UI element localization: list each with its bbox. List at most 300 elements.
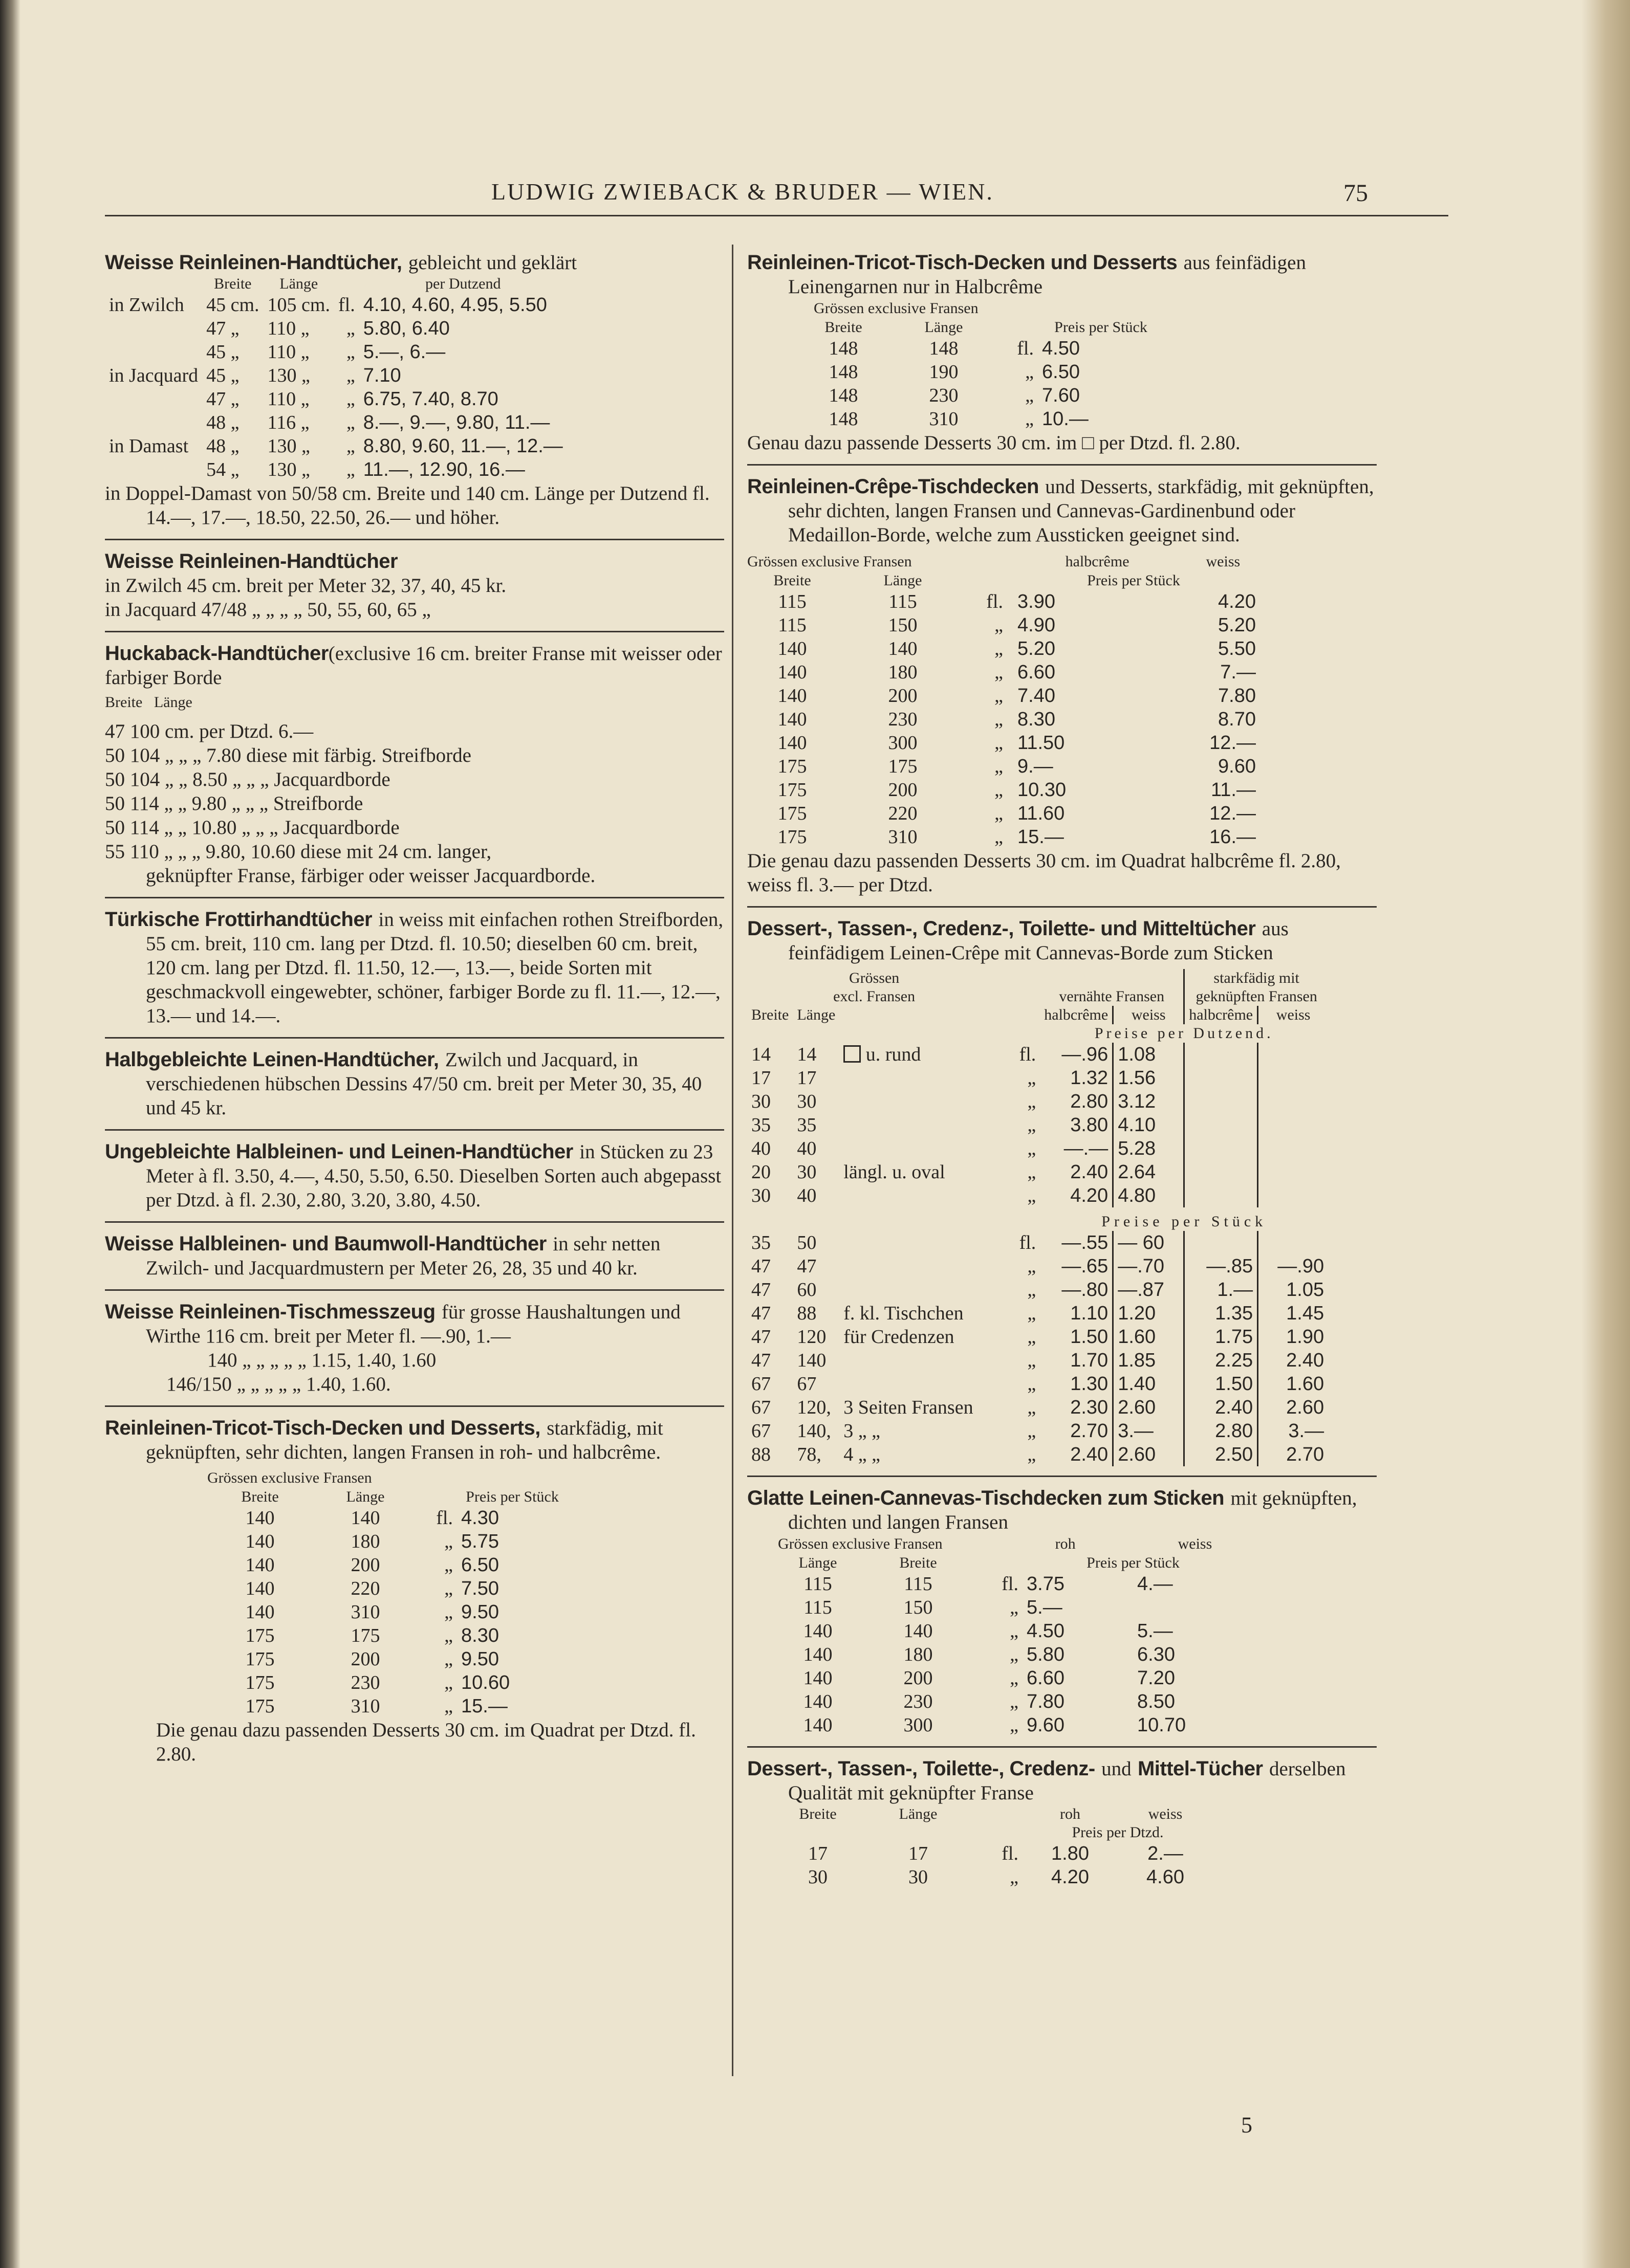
cell-breite: 47 xyxy=(751,1279,771,1301)
cell-weiss: 2.60 xyxy=(1113,1396,1184,1419)
col-header-halbcreme: halbcrême xyxy=(1184,1006,1258,1024)
table-row xyxy=(747,1043,1328,1066)
right-column xyxy=(747,251,1377,1898)
cell-prices: 5.—, 6.— xyxy=(363,341,446,363)
cell-currency: „ xyxy=(1027,1326,1036,1348)
section-note: in Doppel-Damast von 50/58 cm. Breite und 140 cm. Länge per Dutzend fl. 14.—, 17.—, 18.50, 22.50, 26.— und höher. xyxy=(105,482,710,529)
cell-halbcreme: —.65 xyxy=(1061,1256,1109,1277)
page-header: LUDWIG ZWIEBACK & BRUDER — WIEN. xyxy=(491,179,994,205)
cell-gekn-halbcreme: 1.50 xyxy=(1184,1372,1258,1396)
section-title: Reinleinen-Tricot-Tisch-Decken und Desserts xyxy=(747,251,1178,274)
section-text: in Stücken zu 23 Meter à fl. 3.50, 4.—, 4.50, 5.50, 6.50. Dieselben Sorten auch abgepasst per Dtzd. à fl. 2.30, 2.80, 3.20, 3.80, 4.50. xyxy=(146,1141,722,1211)
cell-note xyxy=(839,1090,1001,1113)
cell-laenge: 140 xyxy=(351,1507,380,1529)
section-subtitle: starkfädig, mit geknüpften, sehr dichten, langen Fransen in roh- und halbcrême. xyxy=(146,1417,663,1463)
table-row xyxy=(747,1090,1328,1113)
price-line: 146/150 „ „ „ „ „ 1.40, 1.60. xyxy=(166,1373,391,1395)
cell-laenge: 130 „ xyxy=(267,365,310,386)
cell-gekn-halbcreme: 2.25 xyxy=(1184,1349,1258,1372)
cell-weiss: 2.60 xyxy=(1113,1443,1184,1466)
price-table xyxy=(747,571,1260,849)
cell-gekn-weiss: 3.— xyxy=(1258,1419,1329,1443)
col-header-laenge: Länge xyxy=(883,572,922,589)
left-column xyxy=(105,251,724,1775)
cell-laenge: 17 xyxy=(908,1843,928,1864)
cell-gekn-halbcreme: 1.— xyxy=(1184,1278,1258,1302)
col-header-laenge: Länge xyxy=(797,1006,836,1023)
cell-prices: 7.10 xyxy=(363,365,401,386)
cell-currency: fl. xyxy=(1017,338,1034,359)
cell-breite: 140 xyxy=(245,1554,275,1576)
table-row xyxy=(207,1671,568,1694)
cell-weiss: 6.30 xyxy=(1137,1644,1175,1665)
cell-laenge: 175 xyxy=(351,1625,380,1646)
divider xyxy=(747,1476,1377,1477)
table-row xyxy=(778,1865,1213,1889)
table-row xyxy=(747,1372,1328,1396)
table-row xyxy=(747,825,1260,849)
group-label: in Jacquard xyxy=(109,365,199,386)
price-table xyxy=(105,275,567,481)
cell-laenge: 140 xyxy=(803,1620,833,1642)
section-title: Weisse Reinleinen-Tischmesszeug xyxy=(105,1301,436,1323)
cell-gekn-weiss: —.90 xyxy=(1258,1254,1329,1278)
cell-currency: „ xyxy=(1027,1091,1036,1112)
cell-currency: fl. xyxy=(1002,1573,1018,1595)
col-header-breite: Breite xyxy=(751,1006,789,1023)
cell-breite: 175 xyxy=(777,779,807,801)
table-row xyxy=(105,434,567,458)
table-row xyxy=(207,1506,568,1530)
table-row xyxy=(778,1713,1244,1737)
cell-breite: 40 xyxy=(751,1138,771,1159)
cell-currency: „ xyxy=(1027,1185,1036,1206)
cell-weiss: 5.20 xyxy=(1218,614,1256,636)
table-body xyxy=(778,1842,1213,1889)
size-header: Grössen exclusive Fransen xyxy=(207,1469,372,1486)
cell-halbcreme: 11.60 xyxy=(1017,803,1065,824)
cell-halbcreme: 1.70 xyxy=(1070,1350,1109,1371)
cell-halbcreme: 3.90 xyxy=(1017,591,1055,612)
page-edge xyxy=(1581,0,1630,2268)
section-text: in sehr netten Zwilch- und Jacquardmustern per Meter 26, 28, 35 und 40 kr. xyxy=(146,1233,661,1279)
section-title: Türkische Frottirhandtücher xyxy=(105,908,373,931)
col-header-fl xyxy=(999,318,1038,337)
section-dessert-mitteltuecher xyxy=(747,917,1377,1466)
cell-laenge: 17 xyxy=(797,1067,817,1089)
cell-gekn-weiss: 2.60 xyxy=(1258,1396,1329,1419)
cell-laenge: 105 cm. xyxy=(267,294,330,316)
section-tricot-feinfaedig xyxy=(747,251,1377,455)
cell-laenge: 310 xyxy=(929,408,959,430)
cell-gekn-halbcreme: 2.80 xyxy=(1184,1419,1258,1443)
col-header-weiss: weiss xyxy=(1206,553,1241,570)
table-row xyxy=(747,1113,1328,1137)
table-row xyxy=(105,411,567,434)
cell-weiss: 5.28 xyxy=(1113,1137,1184,1160)
section-subtitle: und Desserts, starkfädig, mit geknüpften, sehr dichten, langen Fransen und Cannevas-Gardinenbund oder Medaillon-Borde, welche zum Aussticken geeignet sind. xyxy=(788,476,1374,546)
section-title: Reinleinen-Tricot-Tisch-Decken und Desserts, xyxy=(105,1417,540,1439)
cell-currency: „ xyxy=(1027,1420,1036,1442)
cell-weiss: 1.08 xyxy=(1113,1043,1184,1066)
cell-empty xyxy=(1184,1137,1258,1160)
table-body xyxy=(747,1231,1328,1466)
cell-roh: 6.60 xyxy=(1027,1667,1064,1689)
cell-currency: „ xyxy=(1025,361,1034,383)
cell-weiss: 5.50 xyxy=(1218,638,1256,659)
square-icon xyxy=(843,1045,861,1063)
col-header-excl: excl. Fransen xyxy=(833,988,916,1005)
size-header: Grössen exclusive Fransen xyxy=(747,553,912,570)
cell-weiss: 5.— xyxy=(1137,1620,1173,1642)
section-tischmesszeug xyxy=(105,1300,724,1396)
section-title-end: Mittel-Tücher xyxy=(1137,1757,1263,1780)
price-table xyxy=(798,318,1164,431)
cell-laenge: 50 xyxy=(797,1232,817,1253)
col-header-fl xyxy=(418,1488,457,1506)
section-title-und: und xyxy=(1101,1758,1132,1780)
table-row xyxy=(778,1690,1244,1713)
table-row xyxy=(778,1619,1244,1643)
cell-breite: 175 xyxy=(777,826,807,848)
cell-note xyxy=(839,1184,1001,1207)
cell-breite: 148 xyxy=(829,361,858,383)
section-frottir xyxy=(105,908,724,1028)
cell-laenge: 200 xyxy=(351,1648,380,1670)
cell-laenge: 67 xyxy=(797,1373,817,1395)
cell-laenge: 200 xyxy=(888,779,918,801)
cell-breite: 230 xyxy=(903,1691,933,1712)
table-row xyxy=(778,1842,1213,1865)
table-row xyxy=(747,708,1260,731)
cell-currency: „ xyxy=(444,1696,453,1717)
col-header-laenge: Länge xyxy=(899,1805,938,1822)
cell-breite: 115 xyxy=(778,614,807,636)
cell-weiss: 4.20 xyxy=(1218,591,1256,612)
cell-halbcreme: —.96 xyxy=(1061,1044,1109,1065)
group-label xyxy=(105,340,202,364)
table-row xyxy=(747,637,1260,660)
cell-gekn-halbcreme: 1.75 xyxy=(1184,1325,1258,1349)
divider xyxy=(747,906,1377,908)
cell-weiss: 8.70 xyxy=(1218,709,1256,730)
table-row xyxy=(207,1624,568,1647)
cell-roh: 1.80 xyxy=(1051,1843,1089,1864)
cell-weiss: 2.— xyxy=(1147,1843,1183,1864)
cell-breite: 67 xyxy=(751,1420,771,1442)
table-row xyxy=(798,337,1164,360)
section-halbgebleichte xyxy=(105,1048,724,1120)
section-crepe-tischdecken xyxy=(747,475,1377,897)
cell-breite: 47 xyxy=(751,1350,771,1371)
cell-laenge: 60 xyxy=(797,1279,817,1301)
table-row xyxy=(747,1254,1328,1278)
cell-laenge: 230 xyxy=(929,385,959,406)
col-header-halbcreme: halbcrême xyxy=(1065,553,1129,570)
section-subtitle: (exclusive 16 cm. breiter Franse mit weisser oder farbiger Borde xyxy=(105,643,722,689)
cell-note xyxy=(839,1043,1001,1066)
cell-weiss: —.70 xyxy=(1113,1254,1184,1278)
cell-breite: 17 xyxy=(808,1843,828,1864)
cell-empty xyxy=(1258,1090,1329,1113)
cell-breite: 54 „ xyxy=(206,459,240,480)
table-row xyxy=(778,1572,1244,1596)
note-text: u. rund xyxy=(865,1044,921,1065)
cell-currency: „ xyxy=(1025,385,1034,406)
section-title: Glatte Leinen-Cannevas-Tischdecken zum Sticken xyxy=(747,1487,1225,1509)
divider xyxy=(105,897,724,898)
cell-currency: „ xyxy=(346,459,355,480)
cell-currency: „ xyxy=(1027,1138,1036,1159)
cell-breite: 48 „ xyxy=(206,435,240,457)
huckaback-rows xyxy=(105,719,724,864)
section-title: Weisse Halbleinen- und Baumwoll-Handtücher xyxy=(105,1232,547,1255)
cell-price: 7.50 xyxy=(461,1578,499,1599)
price-line: 50 114 „ „ 10.80 „ „ „ Jacquardborde xyxy=(105,817,400,839)
price-table xyxy=(747,969,1328,1466)
cell-weiss: 4.80 xyxy=(1113,1184,1184,1207)
cell-laenge: 14 xyxy=(797,1044,817,1065)
cell-note xyxy=(839,1254,1001,1278)
cell-laenge: 47 xyxy=(797,1256,817,1277)
cell-weiss: 7.20 xyxy=(1137,1667,1175,1689)
cell-empty xyxy=(1258,1160,1329,1184)
cell-currency: „ xyxy=(994,662,1003,683)
cell-halbcreme: 11.50 xyxy=(1017,732,1065,754)
section-title: Dessert-, Tassen-, Toilette-, Credenz- xyxy=(747,1757,1095,1780)
divider xyxy=(105,1405,724,1407)
cell-halbcreme: 1.10 xyxy=(1070,1303,1109,1324)
section-subtitle: aus feinfädigen Leinengarnen nur in Halbcrême xyxy=(788,252,1306,298)
cell-halbcreme: 9.— xyxy=(1017,756,1053,777)
section-huckaback xyxy=(105,642,724,888)
cell-laenge: 130 „ xyxy=(267,435,310,457)
section-note: Genau dazu passende Desserts 30 cm. im □ per Dtzd. fl. 2.80. xyxy=(747,432,1241,454)
cell-currency: „ xyxy=(994,638,1003,659)
cell-currency: „ xyxy=(1010,1691,1018,1712)
cell-note: f. kl. Tischchen xyxy=(843,1303,964,1324)
price-line: 50 114 „ „ 9.80 „ „ „ Streifborde xyxy=(105,792,363,814)
cell-breite: 148 xyxy=(829,408,858,430)
price-line: in Jacquard 47/48 „ „ „ „ 50, 55, 60, 65 „ xyxy=(105,599,431,621)
cell-breite: 35 xyxy=(751,1232,771,1253)
cell-laenge: 140 xyxy=(803,1667,833,1689)
cell-halbcreme: 2.70 xyxy=(1070,1420,1109,1442)
cell-halbcreme: 15.— xyxy=(1017,826,1064,848)
cell-weiss: 1.40 xyxy=(1113,1372,1184,1396)
section-subtitle: mit geknüpften, dichten und langen Fransen xyxy=(788,1487,1357,1533)
cell-empty xyxy=(1258,1043,1329,1066)
cell-gekn-weiss: 1.05 xyxy=(1258,1278,1329,1302)
cell-currency: „ xyxy=(1027,1256,1036,1277)
cell-laenge: 310 xyxy=(351,1696,380,1717)
cell-laenge: 116 „ xyxy=(267,412,310,433)
cell-laenge: 140, xyxy=(797,1420,831,1442)
cell-halbcreme: 4.90 xyxy=(1017,614,1055,636)
table-row xyxy=(747,731,1260,755)
cell-currency: „ xyxy=(346,365,355,386)
cell-prices: 5.80, 6.40 xyxy=(363,318,450,339)
cell-laenge: 175 xyxy=(888,756,918,777)
col-header-groessen: Grössen xyxy=(849,970,900,986)
cell-breite: 200 xyxy=(903,1667,933,1689)
cell-laenge: 115 xyxy=(803,1597,832,1618)
cell-note: für Credenzen xyxy=(843,1326,954,1348)
cell-breite: 140 xyxy=(903,1620,933,1642)
cell-breite: 20 xyxy=(751,1161,771,1183)
cell-halbcreme: —.— xyxy=(1063,1138,1109,1159)
cell-laenge: 115 xyxy=(803,1573,832,1595)
cell-weiss: 9.60 xyxy=(1218,756,1256,777)
cell-weiss: 7.— xyxy=(1220,662,1256,683)
table-row xyxy=(747,1066,1328,1090)
cell-laenge: 120 xyxy=(797,1326,827,1348)
cell-breite: 180 xyxy=(903,1644,933,1665)
cell-price: 5.75 xyxy=(461,1531,499,1552)
cell-laenge: 180 xyxy=(888,662,918,683)
cell-price: 4.50 xyxy=(1042,338,1080,359)
cell-laenge: 115 xyxy=(888,591,917,612)
cell-currency: fl. xyxy=(1002,1843,1018,1864)
price-line: 140 „ „ „ „ „ 1.15, 1.40, 1.60 xyxy=(207,1349,437,1371)
col-header-fl xyxy=(334,275,359,293)
table-row xyxy=(747,1396,1328,1419)
cell-laenge: 200 xyxy=(888,685,918,707)
cell-laenge: 300 xyxy=(888,732,918,754)
cell-laenge: 190 xyxy=(929,361,959,383)
section-subtitle: derselben Qualität mit geknüpfter Franse xyxy=(788,1758,1346,1804)
section-tricot-tischdecken xyxy=(105,1416,724,1766)
cell-note: 3 „ „ xyxy=(843,1420,881,1442)
divider xyxy=(105,539,724,540)
cell-laenge: 35 xyxy=(797,1114,817,1136)
table-row xyxy=(105,317,567,340)
cell-breite: 140 xyxy=(245,1507,275,1529)
table-row xyxy=(105,458,567,481)
col-header-price: Preis per Stück xyxy=(1086,1554,1180,1571)
table-row xyxy=(747,1349,1328,1372)
cell-price: 8.30 xyxy=(461,1625,499,1646)
cell-weiss: 3.12 xyxy=(1113,1090,1184,1113)
price-table xyxy=(778,1554,1244,1737)
cell-currency: „ xyxy=(1027,1114,1036,1136)
cell-halbcreme: 2.30 xyxy=(1070,1397,1109,1418)
cell-weiss: 1.60 xyxy=(1113,1325,1184,1349)
cell-breite: 30 xyxy=(808,1866,828,1888)
cell-breite: 14 xyxy=(751,1044,771,1065)
cell-currency: fl. xyxy=(1019,1044,1036,1065)
page-number: 75 xyxy=(1343,180,1368,207)
cell-laenge: 120, xyxy=(797,1397,831,1418)
cell-note xyxy=(839,1349,1001,1372)
section-text: für grosse Haushaltungen und Wirthe 116 cm. breit per Meter fl. —.90, 1.— xyxy=(146,1301,681,1347)
cell-breite: 140 xyxy=(777,638,807,659)
cell-breite: 45 cm. xyxy=(206,294,259,316)
col-header-laenge: Länge xyxy=(798,1554,837,1571)
col-header-laenge: Länge xyxy=(924,319,963,336)
cell-halbcreme: 10.30 xyxy=(1017,779,1067,801)
cell-note xyxy=(839,1278,1001,1302)
cell-breite: 45 „ xyxy=(206,365,240,386)
cell-weiss: 11.— xyxy=(1210,779,1256,801)
divider xyxy=(105,631,724,632)
col-header-breite: Breite xyxy=(899,1554,937,1571)
table-row xyxy=(778,1596,1244,1619)
cell-laenge: 110 „ xyxy=(267,341,310,363)
cell-note xyxy=(839,1372,1001,1396)
section-dessert-mittel-tuecher xyxy=(747,1757,1377,1889)
cell-currency: „ xyxy=(1010,1667,1018,1689)
group-label xyxy=(105,458,202,481)
cell-currency: „ xyxy=(346,341,355,363)
price-line: in Zwilch 45 cm. breit per Meter 32, 37, 40, 45 kr. xyxy=(105,575,507,597)
cell-roh: 3.75 xyxy=(1027,1573,1064,1595)
cell-currency: fl. xyxy=(1019,1232,1036,1253)
cell-laenge: 150 xyxy=(888,614,918,636)
cell-weiss xyxy=(1133,1596,1244,1619)
cell-note xyxy=(839,1066,1001,1090)
cell-breite: 48 „ xyxy=(206,412,240,433)
cell-price: 10.60 xyxy=(461,1672,510,1693)
table-row xyxy=(207,1553,568,1577)
group-label: in Zwilch xyxy=(109,294,184,316)
cell-laenge: 220 xyxy=(351,1578,380,1599)
cell-weiss: 8.50 xyxy=(1137,1691,1175,1712)
table-row xyxy=(207,1577,568,1600)
cell-prices: 8.—, 9.—, 9.80, 11.— xyxy=(363,412,550,433)
cell-breite: 140 xyxy=(245,1531,275,1552)
cell-halbcreme: 5.20 xyxy=(1017,638,1055,659)
cell-currency: „ xyxy=(444,1578,453,1599)
price-line: 47 100 cm. per Dtzd. 6.— xyxy=(105,720,314,742)
cell-breite: 140 xyxy=(777,685,807,707)
cell-gekn-halbcreme xyxy=(1184,1231,1258,1254)
cell-gekn-weiss: 1.45 xyxy=(1258,1302,1329,1325)
cell-gekn-halbcreme: 1.35 xyxy=(1184,1302,1258,1325)
cell-weiss: 3.— xyxy=(1113,1419,1184,1443)
cell-weiss: 1.20 xyxy=(1113,1302,1184,1325)
cell-breite: 67 xyxy=(751,1373,771,1395)
cell-breite: 47 xyxy=(751,1303,771,1324)
cell-halbcreme: 1.32 xyxy=(1070,1067,1109,1089)
col-header-breite: Breite xyxy=(773,572,811,589)
size-header: Grössen exclusive Fransen xyxy=(814,300,979,317)
cell-weiss: 2.64 xyxy=(1113,1160,1184,1184)
section-reinleinen-handtuecher-meter xyxy=(105,549,724,622)
section-title: Halbgebleichte Leinen-Handtücher, xyxy=(105,1048,439,1071)
table-body xyxy=(747,1043,1328,1207)
section-title: Dessert-, Tassen-, Credenz-, Toilette- und Mitteltücher xyxy=(747,917,1256,940)
cell-prices: 8.80, 9.60, 11.—, 12.— xyxy=(363,435,563,457)
section-title: Weisse Reinleinen-Handtücher xyxy=(105,550,398,572)
cell-laenge: 140 xyxy=(797,1350,827,1371)
cell-halbcreme: 8.30 xyxy=(1017,709,1055,730)
cell-breite: 115 xyxy=(778,591,807,612)
cell-halbcreme: 6.60 xyxy=(1017,662,1055,683)
col-header-starkfaedig: starkfädig mit xyxy=(1184,969,1328,987)
table-row xyxy=(747,778,1260,802)
cell-currency: „ xyxy=(994,826,1003,848)
cell-currency: „ xyxy=(1010,1597,1018,1618)
cell-laenge: 310 xyxy=(351,1601,380,1623)
cell-halbcreme: 2.80 xyxy=(1070,1091,1109,1112)
cell-laenge: 230 xyxy=(888,709,918,730)
section-text: in weiss mit einfachen rothen Streifborden, 55 cm. breit, 110 cm. lang per Dtzd. fl. 10.50; dieselben 60 cm. breit, 120 cm. lang per Dtzd. fl. 11.50, 12.—, 13.—, beide Sorten mit geschmackvoll eingewebter, schöner, farbiger Borde zu fl. 11.—, 12.—, 13.— und 14.—. xyxy=(146,909,724,1027)
cell-gekn-weiss: 2.40 xyxy=(1258,1349,1329,1372)
section-title: Reinleinen-Crêpe-Tischdecken xyxy=(747,475,1039,498)
cell-currency: „ xyxy=(1027,1161,1036,1183)
cell-price: 7.60 xyxy=(1042,385,1080,406)
